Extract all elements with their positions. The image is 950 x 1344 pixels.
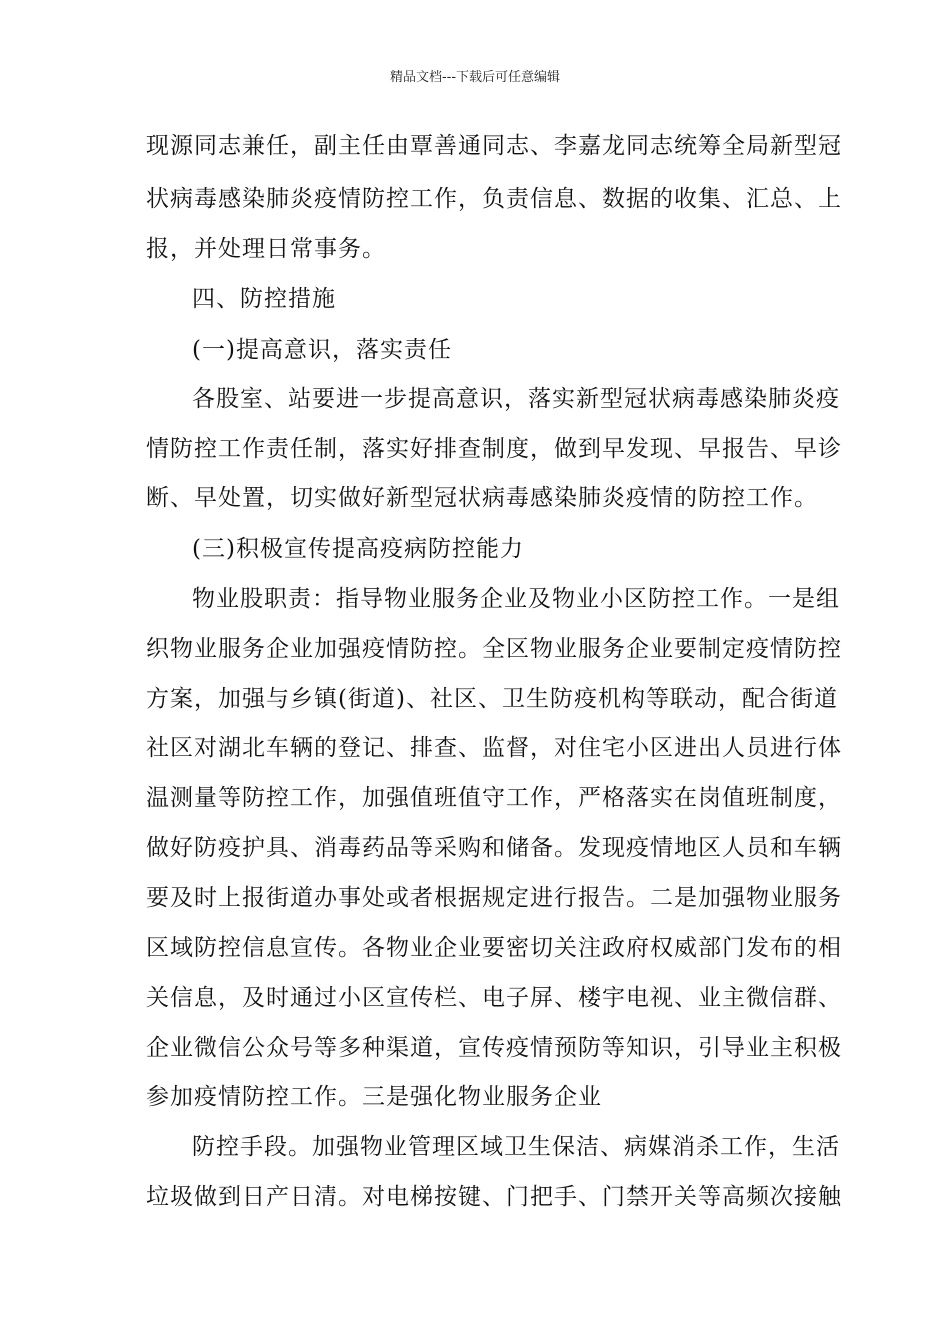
paragraph-line: 方案，加强与乡镇(街道)、社区、卫生防疫机构等联动，配合街道 (146, 686, 838, 712)
paragraph-line: 温测量等防控工作，加强值班值守工作，严格落实在岗值班制度， (146, 785, 842, 811)
paragraph-line: 做好防疫护具、消毒药品等采购和储备。发现疫情地区人员和车辆 (146, 835, 842, 861)
subsection-heading: (三)积极宣传提高疫病防控能力 (192, 536, 524, 562)
paragraph-line: 物业股职责：指导物业服务企业及物业小区防控工作。一是组 (192, 586, 840, 612)
paragraph-line: 防控手段。加强物业管理区域卫生保洁、病媒消杀工作，生活 (192, 1134, 840, 1160)
subsection-heading: (一)提高意识，落实责任 (192, 337, 452, 363)
paragraph-line: 社区对湖北车辆的登记、排查、监督，对住宅小区进出人员进行体 (146, 735, 842, 761)
paragraph-line: 状病毒感染肺炎疫情防控工作，负责信息、数据的收集、汇总、上 (146, 186, 842, 212)
section-heading: 四、防控措施 (192, 286, 336, 312)
paragraph-line: 参加疫情防控工作。三是强化物业服务企业 (146, 1084, 602, 1110)
paragraph-line: 情防控工作责任制，落实好排查制度，做到早发现、早报告、早诊 (146, 436, 842, 462)
paragraph-line: 现源同志兼任，副主任由覃善通同志、李嘉龙同志统筹全局新型冠 (146, 133, 842, 159)
paragraph-line: 要及时上报街道办事处或者根据规定进行报告。二是加强物业服务 (146, 885, 842, 911)
paragraph-line: 关信息，及时通过小区宣传栏、电子屏、楼宇电视、业主微信群、 (146, 985, 842, 1011)
paragraph-line: 垃圾做到日产日清。对电梯按键、门把手、门禁开关等高频次接触 (146, 1184, 842, 1210)
paragraph-line: 织物业服务企业加强疫情防控。全区物业服务企业要制定疫情防控 (146, 636, 842, 662)
paragraph-line: 报，并处理日常事务。 (146, 236, 386, 262)
page-header: 精品文档---下载后可任意编辑 (389, 70, 561, 85)
paragraph-line: 各股室、站要进一步提高意识，落实新型冠状病毒感染肺炎疫 (192, 386, 840, 412)
paragraph-line: 企业微信公众号等多种渠道，宣传疫情预防等知识，引导业主积极 (146, 1035, 842, 1061)
paragraph-line: 区域防控信息宣传。各物业企业要密切关注政府权威部门发布的相 (146, 935, 842, 961)
paragraph-line: 断、早处置，切实做好新型冠状病毒感染肺炎疫情的防控工作。 (146, 485, 818, 511)
